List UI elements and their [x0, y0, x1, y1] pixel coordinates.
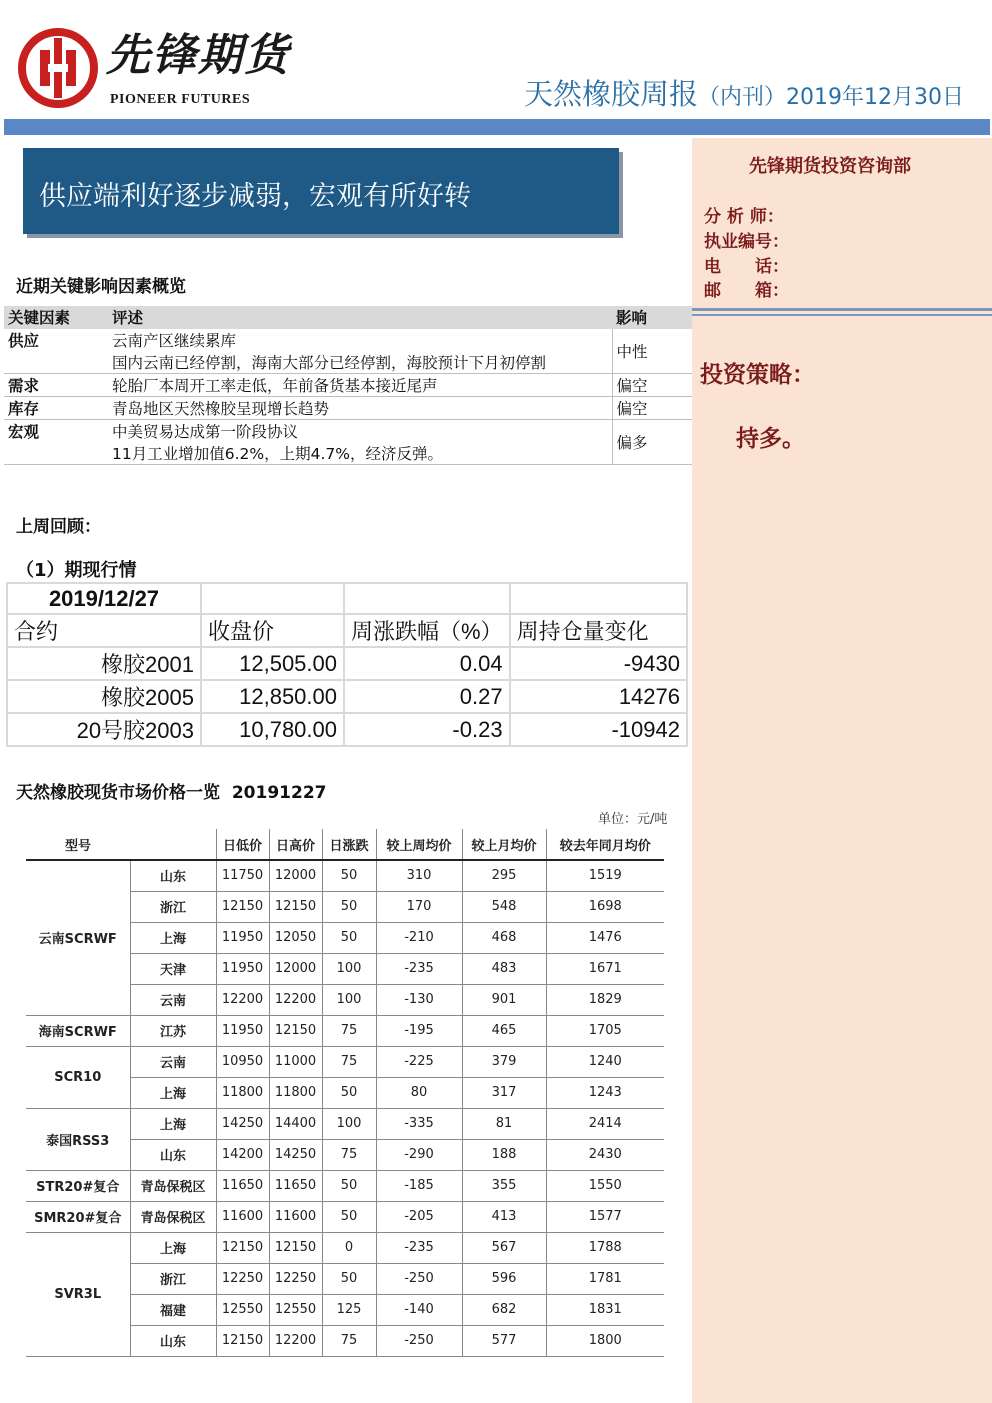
spot-daily-change: 75	[322, 1015, 376, 1046]
factor-comment: 国内云南已经停割，海南大部分已经停割，海胶预计下月初停割	[108, 351, 612, 374]
spot-high: 12200	[269, 1325, 322, 1356]
spot-row	[26, 860, 664, 891]
spot-vs-month: 295	[462, 860, 546, 891]
spot-type: SCR10	[26, 1046, 130, 1108]
sidebar	[692, 138, 992, 1403]
spot-daily-change: 50	[322, 891, 376, 922]
spot-vs-week: 80	[376, 1077, 462, 1108]
spot-region: 上海	[130, 1108, 216, 1139]
futures-row	[7, 713, 687, 746]
spot-daily-change: 100	[322, 953, 376, 984]
factors-header-row	[4, 306, 692, 329]
factor-comment: 云南产区继续累库	[108, 329, 612, 352]
factors-title: 近期关键影响因素概览	[16, 277, 186, 297]
futures-close: 10,780.00	[201, 713, 344, 746]
spot-vs-week: -210	[376, 922, 462, 953]
spot-region: 福建	[130, 1294, 216, 1325]
email-label: 邮 箱：	[704, 281, 789, 301]
spot-region: 云南	[130, 984, 216, 1015]
factor-row	[4, 420, 692, 443]
spot-vs-month: 465	[462, 1015, 546, 1046]
spot-vs-year: 2414	[546, 1108, 664, 1139]
spot-vs-year: 1519	[546, 860, 664, 891]
spot-high: 11800	[269, 1077, 322, 1108]
spot-region: 山东	[130, 860, 216, 891]
futures-contract: 橡胶2001	[7, 647, 201, 680]
futures-header-row	[7, 614, 687, 647]
spot-region: 上海	[130, 922, 216, 953]
spot-vs-month: 413	[462, 1201, 546, 1232]
spot-type: SVR3L	[26, 1232, 130, 1356]
factor-comment: 青岛地区天然橡胶呈现增长趋势	[108, 397, 612, 420]
futures-header-contract: 合约	[7, 614, 201, 647]
spot-vs-week: 170	[376, 891, 462, 922]
factor-impact: 偏空	[612, 374, 692, 397]
strategy-heading: 投资策略：	[700, 361, 815, 388]
spot-high: 11600	[269, 1201, 322, 1232]
spot-vs-year: 1829	[546, 984, 664, 1015]
factor-comment: 11月工业增加值6.2%，上期4.7%，经济反弹。	[108, 442, 612, 465]
spot-header-type: 型号	[26, 829, 130, 860]
spot-vs-week: -205	[376, 1201, 462, 1232]
factors-header-impact: 影响	[612, 306, 692, 329]
futures-oi: -9430	[510, 647, 687, 680]
spot-low: 10950	[216, 1046, 269, 1077]
spot-region: 山东	[130, 1139, 216, 1170]
spot-region: 云南	[130, 1046, 216, 1077]
spot-header-row	[26, 829, 664, 860]
spot-daily-change: 50	[322, 922, 376, 953]
spot-vs-month: 548	[462, 891, 546, 922]
review-subtitle: （1）期现行情	[16, 560, 137, 581]
spot-type: 海南SCRWF	[26, 1015, 130, 1046]
spot-region: 浙江	[130, 1263, 216, 1294]
spot-low: 11800	[216, 1077, 269, 1108]
spot-low: 11950	[216, 922, 269, 953]
spot-title: 天然橡胶现货市场价格一览 20191227	[16, 783, 327, 803]
futures-oi: 14276	[510, 680, 687, 713]
spot-high: 12150	[269, 1015, 322, 1046]
spot-low: 12550	[216, 1294, 269, 1325]
factor-name: 宏观	[4, 420, 108, 465]
spot-high: 12550	[269, 1294, 322, 1325]
report-title-main: 天然橡胶周报	[523, 77, 698, 111]
spot-vs-year: 1577	[546, 1201, 664, 1232]
futures-header-oi: 周持仓量变化	[510, 614, 687, 647]
spot-high: 12150	[269, 1232, 322, 1263]
spot-daily-change: 50	[322, 1170, 376, 1201]
spot-low: 12200	[216, 984, 269, 1015]
spot-vs-year: 1788	[546, 1232, 664, 1263]
futures-date-row	[7, 583, 687, 614]
spot-date: 20191227	[231, 783, 327, 803]
spot-vs-year: 1698	[546, 891, 664, 922]
spot-vs-week: -140	[376, 1294, 462, 1325]
spot-vs-month: 317	[462, 1077, 546, 1108]
spot-region: 上海	[130, 1077, 216, 1108]
spot-low: 12250	[216, 1263, 269, 1294]
spot-low: 11600	[216, 1201, 269, 1232]
spot-type: 泰国RSS3	[26, 1108, 130, 1170]
strategy-text: 持多。	[736, 425, 805, 452]
department-name: 先锋期货投资咨询部	[749, 156, 911, 177]
spot-vs-week: -195	[376, 1015, 462, 1046]
spot-header-vs-month: 较上月均价	[462, 829, 546, 860]
spot-daily-change: 50	[322, 860, 376, 891]
license-number-label: 执业编号：	[704, 232, 789, 252]
spot-row	[26, 1015, 664, 1046]
sidebar-divider	[692, 308, 992, 311]
spot-vs-year: 1550	[546, 1170, 664, 1201]
spot-vs-month: 901	[462, 984, 546, 1015]
spot-low: 11950	[216, 953, 269, 984]
spot-daily-change: 75	[322, 1046, 376, 1077]
spot-vs-month: 379	[462, 1046, 546, 1077]
spot-price-table	[26, 829, 664, 1357]
factors-header-factor: 关键因素	[4, 306, 108, 329]
factors-header-comment: 评述	[108, 306, 612, 329]
spot-low: 12150	[216, 891, 269, 922]
factor-name: 需求	[4, 374, 108, 397]
factor-impact: 中性	[612, 329, 692, 374]
spot-vs-month: 468	[462, 922, 546, 953]
futures-change: 0.27	[344, 680, 510, 713]
spot-vs-year: 1705	[546, 1015, 664, 1046]
factor-row	[4, 329, 692, 352]
factor-impact: 偏空	[612, 397, 692, 420]
spot-high: 12050	[269, 922, 322, 953]
futures-close: 12,505.00	[201, 647, 344, 680]
spot-row	[26, 1170, 664, 1201]
spot-row	[26, 1046, 664, 1077]
report-title-sub: （内刊）	[698, 85, 787, 110]
spot-daily-change: 125	[322, 1294, 376, 1325]
spot-region: 青岛保税区	[130, 1201, 216, 1232]
spot-vs-week: -185	[376, 1170, 462, 1201]
factor-name: 供应	[4, 329, 108, 374]
futures-row	[7, 680, 687, 713]
spot-vs-week: -335	[376, 1108, 462, 1139]
spot-low: 14250	[216, 1108, 269, 1139]
spot-daily-change: 100	[322, 984, 376, 1015]
spot-vs-week: -225	[376, 1046, 462, 1077]
spot-vs-month: 567	[462, 1232, 546, 1263]
spot-low: 12150	[216, 1325, 269, 1356]
spot-low: 14200	[216, 1139, 269, 1170]
report-date: 2019年12月30日	[786, 85, 964, 110]
sidebar-divider	[692, 314, 992, 316]
spot-region: 浙江	[130, 891, 216, 922]
spot-high: 11650	[269, 1170, 322, 1201]
futures-header-close: 收盘价	[201, 614, 344, 647]
spot-header-region	[130, 829, 216, 860]
spot-type: SMR20#复合	[26, 1201, 130, 1232]
spot-region: 青岛保税区	[130, 1170, 216, 1201]
spot-header-high: 日高价	[269, 829, 322, 860]
spot-high: 12150	[269, 891, 322, 922]
spot-header-vs-year: 较去年同月均价	[546, 829, 664, 860]
futures-contract: 橡胶2005	[7, 680, 201, 713]
spot-vs-year: 1240	[546, 1046, 664, 1077]
spot-vs-week: -250	[376, 1325, 462, 1356]
futures-oi: -10942	[510, 713, 687, 746]
spot-type: STR20#复合	[26, 1170, 130, 1201]
futures-contract: 20号胶2003	[7, 713, 201, 746]
factor-comment: 中美贸易达成第一阶段协议	[108, 420, 612, 443]
phone-label: 电 话：	[704, 257, 789, 277]
spot-vs-month: 483	[462, 953, 546, 984]
spot-daily-change: 0	[322, 1232, 376, 1263]
spot-vs-year: 1476	[546, 922, 664, 953]
spot-vs-month: 682	[462, 1294, 546, 1325]
spot-high: 12000	[269, 953, 322, 984]
spot-low: 11950	[216, 1015, 269, 1046]
spot-header-daily-change: 日涨跌	[322, 829, 376, 860]
spot-region: 天津	[130, 953, 216, 984]
futures-table	[6, 582, 688, 747]
spot-vs-week: 310	[376, 860, 462, 891]
spot-region: 山东	[130, 1325, 216, 1356]
spot-vs-year: 1831	[546, 1294, 664, 1325]
analyst-label: 分 析 师：	[704, 207, 784, 227]
spot-unit: 单位：元/吨	[598, 812, 668, 827]
spot-region: 上海	[130, 1232, 216, 1263]
brand-name-en: PIONEER FUTURES	[110, 92, 251, 107]
futures-header-change: 周涨跌幅（%）	[344, 614, 510, 647]
report-title	[524, 72, 964, 113]
factor-name: 库存	[4, 397, 108, 420]
futures-change: -0.23	[344, 713, 510, 746]
factor-row	[4, 351, 692, 374]
spot-low: 11650	[216, 1170, 269, 1201]
futures-date: 2019/12/27	[7, 583, 201, 614]
headline-banner: 供应端利好逐步减弱，宏观有所好转	[23, 148, 619, 234]
spot-high: 14250	[269, 1139, 322, 1170]
spot-high: 12250	[269, 1263, 322, 1294]
spot-vs-week: -250	[376, 1263, 462, 1294]
spot-vs-month: 81	[462, 1108, 546, 1139]
pioneer-logo-icon	[18, 28, 98, 108]
spot-daily-change: 50	[322, 1201, 376, 1232]
spot-daily-change: 75	[322, 1139, 376, 1170]
header-bar	[4, 119, 990, 135]
futures-close: 12,850.00	[201, 680, 344, 713]
factor-comment: 轮胎厂本周开工率走低，年前备货基本接近尾声	[108, 374, 612, 397]
spot-vs-week: -290	[376, 1139, 462, 1170]
spot-high: 14400	[269, 1108, 322, 1139]
spot-vs-year: 1781	[546, 1263, 664, 1294]
factor-row	[4, 442, 692, 465]
spot-row	[26, 1108, 664, 1139]
spot-low: 12150	[216, 1232, 269, 1263]
factor-impact: 偏多	[612, 420, 692, 465]
spot-vs-month: 355	[462, 1170, 546, 1201]
spot-vs-month: 188	[462, 1139, 546, 1170]
spot-type: 云南SCRWF	[26, 860, 130, 1015]
spot-row	[26, 1201, 664, 1232]
spot-header-vs-week: 较上周均价	[376, 829, 462, 860]
factor-row	[4, 374, 692, 397]
spot-vs-year: 1800	[546, 1325, 664, 1356]
spot-vs-week: -130	[376, 984, 462, 1015]
spot-vs-week: -235	[376, 953, 462, 984]
brand-name-cn: 先锋期货	[106, 30, 290, 81]
spot-high: 11000	[269, 1046, 322, 1077]
spot-low: 11750	[216, 860, 269, 891]
spot-daily-change: 50	[322, 1263, 376, 1294]
spot-vs-year: 2430	[546, 1139, 664, 1170]
spot-daily-change: 100	[322, 1108, 376, 1139]
spot-table-body	[26, 860, 664, 1356]
spot-header-low: 日低价	[216, 829, 269, 860]
spot-region: 江苏	[130, 1015, 216, 1046]
spot-vs-month: 577	[462, 1325, 546, 1356]
review-title: 上周回顾：	[16, 517, 101, 537]
spot-high: 12200	[269, 984, 322, 1015]
spot-daily-change: 50	[322, 1077, 376, 1108]
spot-row	[26, 1232, 664, 1263]
factor-row	[4, 397, 692, 420]
spot-vs-month: 596	[462, 1263, 546, 1294]
factors-table	[4, 306, 692, 465]
spot-vs-week: -235	[376, 1232, 462, 1263]
spot-vs-year: 1243	[546, 1077, 664, 1108]
futures-row	[7, 647, 687, 680]
spot-high: 12000	[269, 860, 322, 891]
futures-change: 0.04	[344, 647, 510, 680]
spot-vs-year: 1671	[546, 953, 664, 984]
spot-daily-change: 75	[322, 1325, 376, 1356]
